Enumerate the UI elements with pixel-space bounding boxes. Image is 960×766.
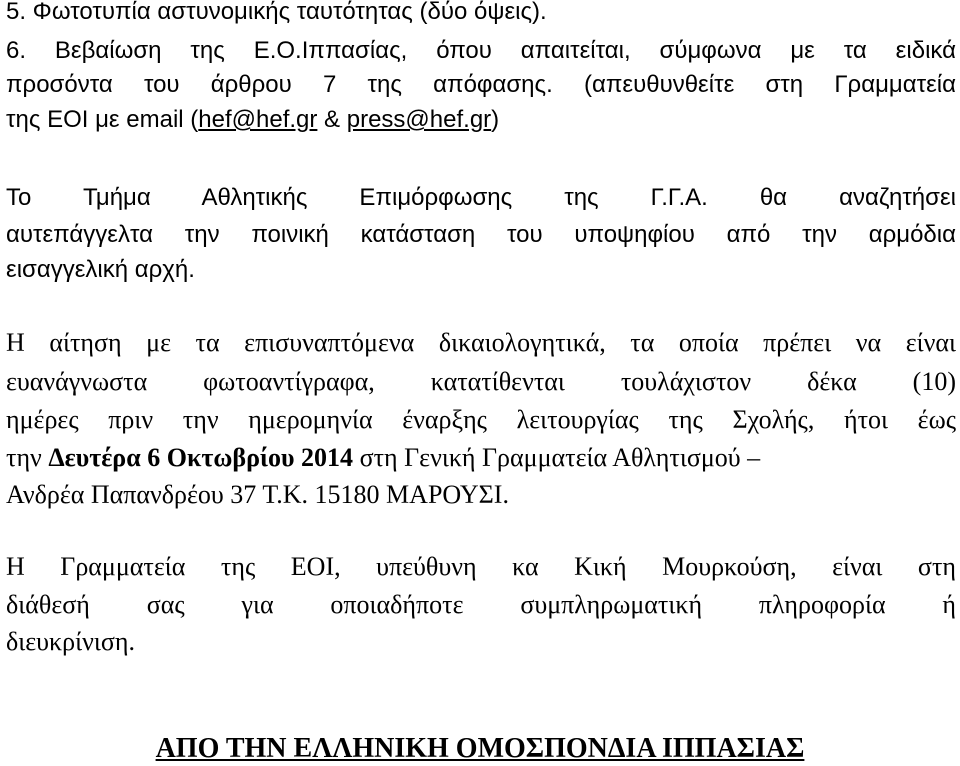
submission-paragraph-line-2: ευανάγνωστα φωτοαντίγραφα, κατατίθενται τουλάχιστον δέκα (10)	[6, 367, 956, 396]
email-link-press[interactable]: press@hef.gr	[346, 106, 492, 133]
criminal-record-paragraph-line-3: εισαγγελική αρχή.	[6, 256, 195, 283]
contact-paragraph-line-2: διάθεσή σας για οποιαδήποτε συμπληρωματική πληροφορία ή	[6, 590, 956, 619]
submission-paragraph-line-5: Ανδρέα Παπανδρέου 37 Τ.Κ. 15180 ΜΑΡΟΥΣΙ.	[6, 480, 509, 509]
list-item-6-line-2: προσόντα του άρθρου 7 της απόφασης. (απευθυνθείτε στη Γραμματεία	[6, 71, 956, 98]
submission-text: στη Γενική Γραμματεία Αθλητισμού –	[353, 443, 761, 472]
signature-heading: ΑΠΟ ΤΗΝ ΕΛΛΗΝΙΚΗ ΟΜΟΣΠΟΝΔΙΑ ΙΠΠΑΣΙΑΣ	[155, 733, 805, 764]
contact-paragraph-line-3: διευκρίνιση.	[6, 627, 135, 656]
list-item-5: 5. Φωτοτυπία αστυνομικής ταυτότητας (δύο όψεις).	[6, 0, 547, 25]
criminal-record-paragraph-line-1: Το Τμήμα Αθλητικής Επιμόρφωσης της Γ.Γ.Α. θα αναζητήσει	[6, 184, 956, 211]
list-item-6-text: της ΕΟΙ με email (	[6, 106, 199, 133]
list-item-6-text: &	[317, 106, 347, 133]
email-link-hef[interactable]: hef@hef.gr	[198, 106, 318, 133]
submission-paragraph-line-1: Η αίτηση με τα επισυναπτόμενα δικαιολογητικά, τα οποία πρέπει να είναι	[6, 328, 956, 357]
submission-paragraph-line-4	[6, 441, 956, 475]
submission-text: την	[6, 443, 49, 472]
submission-paragraph-line-3: ημέρες πριν την ημερομηνία έναρξης λειτουργίας της Σχολής, ήτοι έως	[6, 405, 956, 434]
list-item-6-text: )	[491, 106, 500, 133]
criminal-record-paragraph-line-2: αυτεπάγγελτα την ποινική κατάσταση του υποψηφίου από την αρμόδια	[6, 221, 956, 248]
contact-paragraph-line-1: Η Γραμματεία της ΕΟΙ, υπεύθυνη κα Κική Μουρκούση, είναι στη	[6, 552, 956, 581]
deadline-date: Δευτέρα 6 Οκτωβρίου 2014	[48, 443, 354, 472]
list-item-6-line-1: 6. Βεβαίωση της Ε.Ο.Ιππασίας, όπου απαιτείται, σύμφωνα με τα ειδικά	[6, 37, 956, 64]
list-item-6-line-3	[6, 103, 956, 137]
